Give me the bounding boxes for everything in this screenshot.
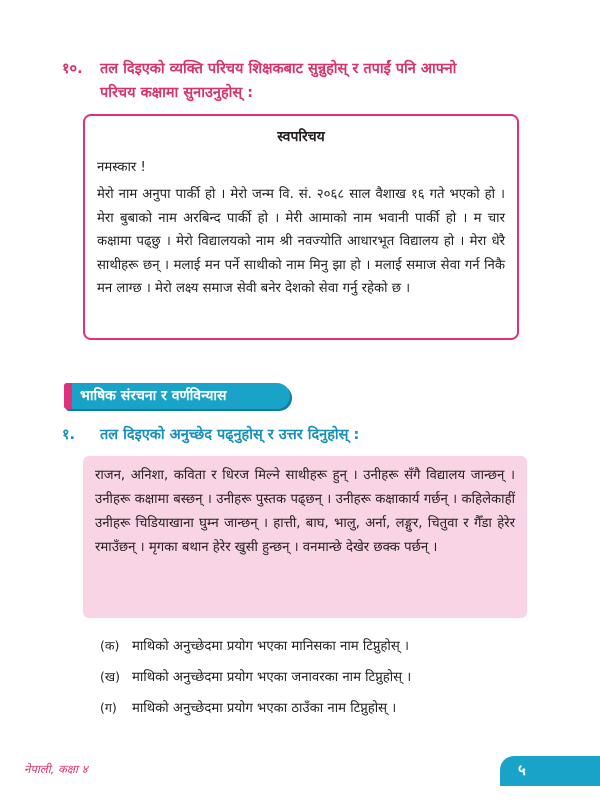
- page-number-tab: [500, 756, 600, 786]
- sub-question: [100, 632, 540, 660]
- self-intro-title: स्वपरिचय: [277, 129, 325, 145]
- question-number: १०.: [62, 61, 83, 77]
- sub-question: [100, 694, 540, 722]
- sub-question-list: [100, 632, 540, 725]
- self-intro-greeting: नमस्कार !: [97, 159, 146, 175]
- section-banner: [64, 383, 290, 409]
- sub-question-text: माथिको अनुच्छेदमा प्रयोग भएका मानिसका नाम टिप्नुहोस् ।: [132, 639, 409, 654]
- page-number: ५: [518, 761, 526, 779]
- sub-question-marker: (ग): [100, 700, 117, 715]
- question-text-line2: परिचय कक्षामा सुनाउनुहोस् :: [100, 85, 254, 101]
- self-intro-paragraph: मेरो नाम अनुपा पार्की हो । मेरो जन्म वि. सं. २०६८ साल वैशाख १६ गते भएको हो । मेरा बुबाको नाम अरबिन्द पार्की हो । मेरी आमाको नाम भवानी पार्की हो । म चार कक्षामा पढ्छु । मेरो विद्यालयको नाम श्री नवज्योति आधारभूत विद्यालय हो । मेरा धेरै साथीहरू छन् । मलाई मन पर्ने साथीको नाम मिनु झा हो । मलाई समाज सेवा गर्न निकै मन लाग्छ । मेरो लक्ष्य समाज सेवी बनेर देशको सेवा गर्नु रहेको छ ।: [97, 187, 505, 296]
- question-text: तल दिइएको अनुच्छेद पढ्नुहोस् र उत्तर दिनुहोस् :: [100, 427, 360, 443]
- question-1-heading: [62, 423, 562, 447]
- section-title: भाषिक संरचना र वर्णविन्यास: [80, 388, 227, 404]
- footer-book-title: नेपाली, कक्षा ४: [24, 762, 88, 776]
- sub-question-marker: (ख): [100, 669, 120, 684]
- sub-question: [100, 663, 540, 691]
- self-intro-box: [83, 114, 519, 340]
- sub-question-text: माथिको अनुच्छेदमा प्रयोग भएका ठाउँका नाम टिप्नुहोस् ।: [132, 701, 397, 716]
- passage-text: राजन, अनिशा, कविता र धिरज मिल्ने साथीहरू हुन् । उनीहरू सँगै विद्यालय जान्छन् । उनीहरू कक्षामा बस्छन् । उनीहरू पुस्तक पढ्छन् । उनीहरू कक्षाकार्य गर्छन् । कहिलेकाहीं उनीहरू चिडियाखाना घुम्न जान्छन् । हात्ती, बाघ, भालु, अर्ना, लङ्गुर, चितुवा र गैँडा हेरेर रमाउँछन् । मृगका बथान हेरेर खुसी हुन्छन् । वनमान्छे देखेर छक्क पर्छन् ।: [95, 468, 515, 555]
- sub-question-text: माथिको अनुच्छेदमा प्रयोग भएका जनावरका नाम टिप्नुहोस् ।: [132, 670, 412, 685]
- reading-passage: [83, 456, 527, 618]
- question-10-heading: [62, 57, 562, 105]
- question-text-line1: तल दिइएको व्यक्ति परिचय शिक्षकबाट सुन्नुहोस् र तपाईं पनि आफ्नो: [100, 61, 457, 77]
- sub-question-marker: (क): [100, 638, 120, 653]
- banner-accent: [64, 383, 72, 409]
- question-number: १.: [62, 427, 76, 443]
